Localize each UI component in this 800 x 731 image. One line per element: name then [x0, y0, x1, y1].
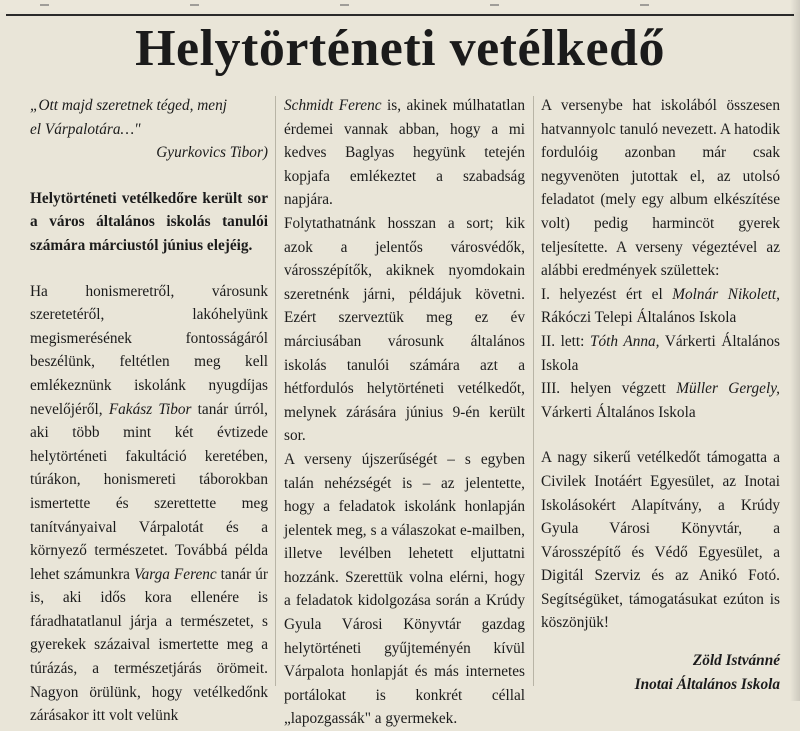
col3-paragraph-thanks: A nagy sikerű vetélkedőt támogatta a Civilek Inotáért Egyesület, az Inotai Iskolásokért Alapítvány, a Krúdy Gyula Városi Könyvtár, a Városszépítő és Védő Egyesület, a Digitál Szerviz és az Anikó Fotó. Segítségüket, támogatásukat ezúton is köszönjük! — [541, 449, 780, 632]
column-divider-1 — [275, 96, 276, 686]
quote-line-1: „Ott majd szeretnek téged, menj — [30, 97, 227, 114]
signature-school: Inotai Általános Iskola — [634, 675, 780, 693]
result-second — [541, 330, 780, 377]
result-third-school: Várkerti Általános Iskola — [541, 403, 696, 421]
top-strip-dots — [40, 4, 760, 6]
result-third-label: III. helyen végzett — [541, 380, 677, 398]
result-third-name: Müller Gergely, — [676, 380, 780, 398]
col2-paragraph-2: Folytathatnánk hosszan a sort; kik azok a jelentős városvédők, városszépítők, akiknek nyomdokain szeretnénk járni, példájuk követni. Ezért szerveztük meg ez év márciusában városunk általános iskolás tanulói számára azt a hétfordulós helytörténeti vetélkedőt, melynek zárására június 9-én került sor. — [284, 214, 525, 445]
result-second-label: II. lett: — [541, 332, 590, 350]
result-first-name: Molnár Nikolett, — [672, 285, 780, 303]
name-schmidt-ferenc: Schmidt Ferenc — [284, 97, 382, 114]
result-first-school: Rákóczi Telepi Általános Iskola — [541, 309, 737, 327]
top-strip — [0, 0, 800, 12]
quote-line-2: el Várpalotára…" — [30, 120, 141, 138]
col2-paragraph-3: A verseny újszerűségét – s egyben talán nehézségét is – az jelentette, hogy a feladatok iskolánk honlapján jelentek meg, s a válaszokat e-mailben, illetve levélben lehetett eljuttatni hozzánk. Szerettük volna elérni, hogy a feladatok kidolgozása során a Krúdy Gyula Városi Könyvtár gazdag helytörténeti gyűjteményén kívül Várpalota honlapját és más internetes portálokat is konkrét céllal „lapozgassák" a gyermekek. — [284, 450, 525, 728]
col3-paragraph-1: A versenybe hat iskolából összesen hatvannyolc tanuló nevezett. A hatodik fordulóig azonban már csak negyvenöten jutottak el, az utolsó feladatot (mely egy album elkészítése volt) pedig harmincöt gyerek teljesítette. A verseny végeztével az alábbi eredmények születtek: — [541, 97, 780, 280]
article-title: Helytörténeti vetélkedő — [135, 20, 665, 77]
col1-text-a: Ha honismeretről, városunk szeretetéről, lakóhelyünk megismerésének fontosságáról beszélünk, feltétlen meg kell emlékeznünk iskolánk nyugdíjas nevelőjéről, — [30, 282, 268, 418]
name-fakasz-tibor: Fakász Tibor — [108, 400, 192, 418]
result-second-school: Várkerti Általános Iskola — [541, 332, 781, 374]
result-first — [541, 283, 780, 330]
top-rule — [6, 14, 794, 16]
col2-paragraph-1 — [284, 94, 525, 212]
column-1 — [30, 94, 268, 728]
column-3 — [541, 94, 780, 696]
lead-paragraph: Helytörténeti vetélkedőre került sor a város általános iskolás tanulói számára márciustól június elejéig. — [30, 189, 268, 254]
quote-author: Gyurkovics Tibor) — [156, 144, 268, 162]
result-first-label: I. helyezést ért el — [541, 285, 673, 303]
name-varga-ferenc: Varga Ferenc — [133, 565, 217, 583]
col1-text-c: tanár úr is, aki idős kora ellenére is fáradhatatlanul járja a természetet, s gyerekek százaival ismertette meg a túrázás, a természetjárás örömeit. Nagyon örülünk, hogy vetélkedőnk zárásakor itt volt velünk — [30, 565, 268, 725]
col2-text-a: is, akinek múlhatatlan érdemei vannak abban, hogy a mi kedves Baglyas hegyünk tetején kopjafa emlékeztet a szabadság napjára. — [284, 97, 525, 209]
page-edge-shadow — [790, 0, 800, 701]
column-2 — [284, 94, 525, 731]
result-second-name: Tóth Anna, — [590, 332, 660, 350]
result-third — [541, 377, 780, 424]
signature-name: Zöld Istvánné — [692, 652, 780, 670]
col1-text-b: tanár úrról, aki több mint két évtizede helytörténeti fakultáció keretében, túrákon, honismereti táborokban ismertette és szerettette meg tanítványaival Várpalotát és a környező természetet. Továbbá példa lehet számunkra — [30, 400, 268, 583]
column-divider-2 — [533, 96, 534, 686]
col1-paragraph — [30, 280, 268, 728]
